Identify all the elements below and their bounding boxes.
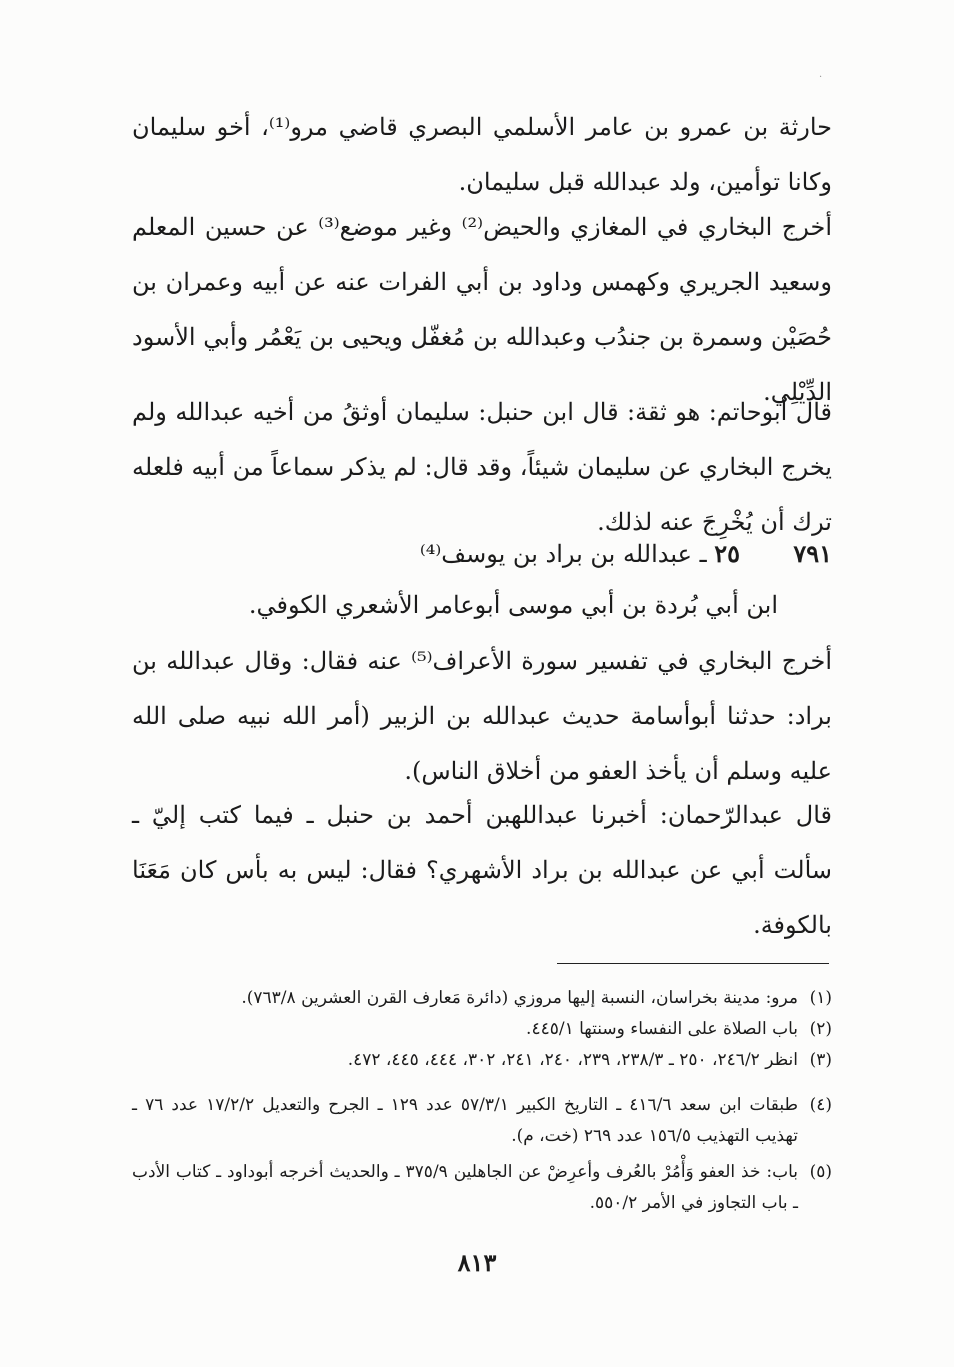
entry-heading — [132, 532, 832, 576]
footnote-number: (١) — [809, 988, 832, 1008]
footnote-number: (٥) — [809, 1162, 832, 1182]
paragraph-2: أخرج البخاري في المغازي والحيض⁽²⁾ وغير موضع⁽³⁾ عن حسين المعلم وسعيد الجريري وكهمس وداود بن أبي الفرات عنه عن أبيه وعمران بن حُصَيْن وسمرة بن جندُب وعبدالله بن مُغفّل ويحيى بن يَعْمُر وأبي الأسود الدِّيْلِي. — [132, 213, 833, 406]
footnote-1 — [132, 983, 832, 1014]
entry-name: عبدالله بن براد بن يوسف⁽⁴⁾ — [419, 540, 692, 568]
entry-dash: ـ — [699, 540, 707, 568]
footnote-2 — [132, 1014, 832, 1045]
footnote-text: انظر ٢٤٦/٢، ٢٥٠ ـ ٢٣٨/٣، ٢٣٩، ٢٤٠، ٢٤١، ٣٠٢، ٤٤٤، ٤٤٥، ٤٧٢. — [347, 1050, 798, 1070]
footnote-5 — [132, 1157, 832, 1219]
footnote-text: طبقات ابن سعد ٤١٦/٦ ـ التاريخ الكبير ٥٧/٣/١ عدد ١٢٩ ـ الجرح والتعديل ١٧/٢/٢ عدد ٧٦ ـ تهذيب التهذيب ١٥٦/٥ عدد ٢٦٩ (خت، م). — [132, 1095, 798, 1146]
page-number: ٨١٣ — [457, 1248, 497, 1277]
corner-mark: · — [819, 72, 823, 83]
footnote-3 — [132, 1045, 832, 1076]
entry-number: ٧٩١ — [793, 539, 832, 568]
footnote-number: (٤) — [809, 1095, 832, 1115]
entry-lineage: ابن أبي بُردة بن أبي موسى أبوعامر الأشعري الكوفي. — [248, 591, 778, 619]
footnote-text: باب الصلاة على النفساء وسنتها ٤٤٥/١. — [526, 1019, 798, 1039]
footnote-text: باب: خذ العفو وَأْمُرْ بالعُرف وأعرِضْ عن الجاهلين ٣٧٥/٩ ـ والحديث أخرجه أبوداود ـ كتاب الأدب ـ باب التجاوز في الأمر ٥٥٠/٢. — [132, 1162, 798, 1213]
footnote-number: (٣) — [809, 1050, 832, 1070]
paragraph-1: حارثة بن عمرو بن عامر الأسلمي البصري قاضي مرو⁽¹⁾، أخو سليمان وكانا توأمين، ولد عبدالله قبل سليمان. — [132, 113, 832, 196]
entry-subnumber: ٢٥ — [714, 539, 741, 568]
footnote-number: (٢) — [809, 1019, 832, 1039]
footnote-rule — [557, 963, 829, 964]
paragraph-4: أخرج البخاري في تفسير سورة الأعراف⁽⁵⁾ عنه فقال: وقال عبدالله بن براد: حدثنا أبوأسامة حديث عبدالله بن الزبير (أمر الله نبيه صلى الله عليه وسلم أن يأخذ العفو من أخلاق الناس). — [132, 647, 832, 785]
footnote-text: مرو: مدينة بخراسان، النسبة إليها مروزي (دائرة مَعارف القرن العشرين ٧٦٣/٨). — [241, 988, 798, 1008]
footnote-4 — [132, 1090, 832, 1152]
paragraph-5: قال عبدالرّحمان: أخبرنا عبداللهبن أحمد بن حنبل ـ فيما كتب إليّ ـ سألت أبي عن عبدالله بن براد الأشهري؟ فقال: ليس به بأس كان مَعَنَا بالكوفة. — [132, 801, 832, 939]
paragraph-3: قال أبوحاتم: هو ثقة: قال ابن حنبل: سليمان أوثقُ من أخيه عبدالله ولم يخرج البخاري عن سليمان شيئاً، وقد قال: لم يذكر سماعاً من أبيه فلعله ترك أن يُخْرِجَ عنه لذلك. — [132, 398, 832, 536]
